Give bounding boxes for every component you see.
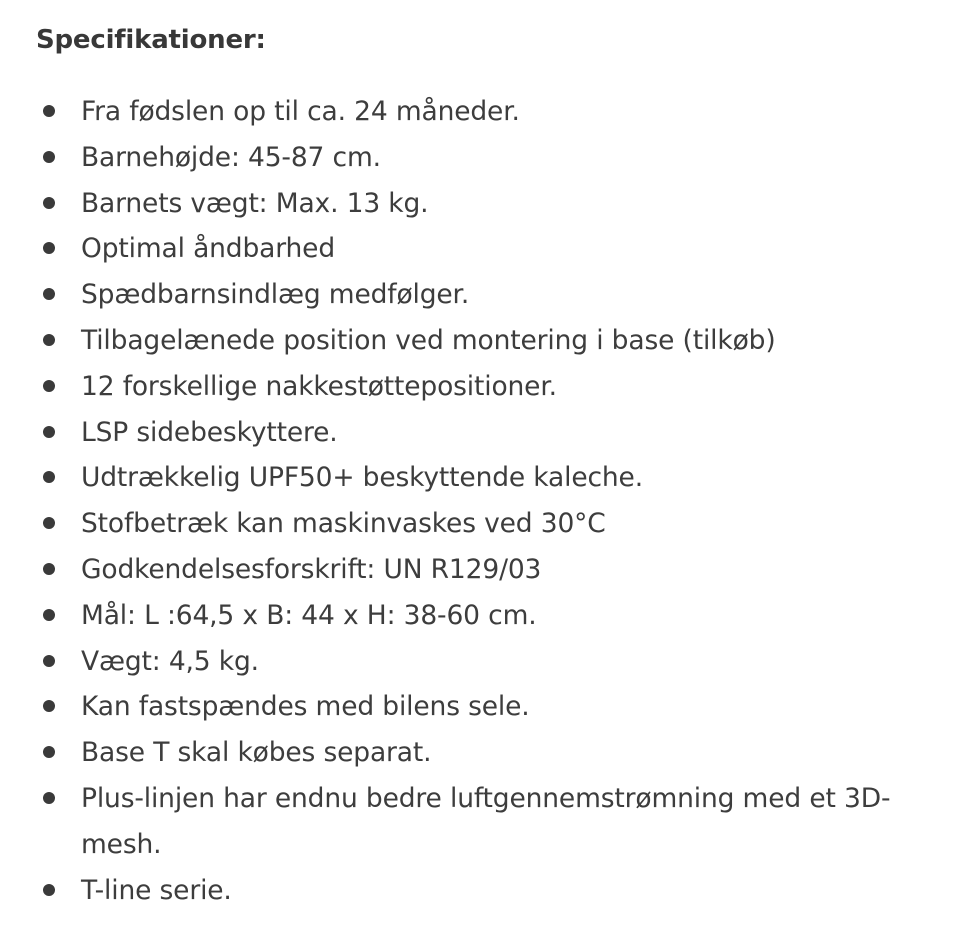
spec-item (0, 226, 960, 272)
spec-item (0, 272, 960, 318)
spec-item (0, 501, 960, 547)
spec-item (0, 547, 960, 593)
bullet-dot-icon (43, 380, 55, 392)
spec-item-text: Base T skal købes separat. (81, 737, 432, 769)
bullet-dot-icon (43, 334, 55, 346)
spec-item (0, 593, 960, 639)
bullet-dot-icon (43, 517, 55, 529)
spec-item-text: Vægt: 4,5 kg. (81, 645, 259, 677)
spec-item-text: Godkendelsesforskrift: UN R129/03 (81, 553, 542, 585)
spec-list (0, 89, 960, 913)
bullet-dot-icon (43, 105, 55, 117)
spec-item (0, 684, 960, 730)
spec-item-text: Udtrækkelig UPF50+ beskyttende kaleche. (81, 462, 643, 494)
bullet-dot-icon (43, 884, 55, 896)
spec-item-text: Barnehøjde: 45-87 cm. (81, 141, 381, 173)
spec-item (0, 364, 960, 410)
bullet-dot-icon (43, 609, 55, 621)
spec-item (0, 89, 960, 135)
spec-item-text: Tilbagelænede position ved montering i base (tilkøb) (81, 324, 776, 356)
spec-item (0, 639, 960, 685)
spec-item (0, 410, 960, 456)
spec-item-text: 12 forskellige nakkestøttepositioner. (81, 370, 557, 402)
spec-item-text: Plus-linjen har endnu bedre luftgennemstrømning med et 3D-mesh. (81, 782, 891, 860)
bullet-dot-icon (43, 242, 55, 254)
bullet-dot-icon (43, 288, 55, 300)
bullet-dot-icon (43, 746, 55, 758)
spec-item-text: Mål: L :64,5 x B: 44 x H: 38-60 cm. (81, 599, 537, 631)
bullet-dot-icon (43, 655, 55, 667)
bullet-dot-icon (43, 700, 55, 712)
spec-item-text: T-line serie. (81, 874, 232, 906)
spec-item (0, 868, 960, 914)
spec-item (0, 455, 960, 501)
spec-item-text: Optimal åndbarhed (81, 233, 335, 265)
spec-item-text: Spædbarnsindlæg medfølger. (81, 279, 470, 311)
spec-item (0, 318, 960, 364)
spec-heading: Specifikationer: (36, 25, 266, 55)
spec-item-text: LSP sidebeskyttere. (81, 416, 338, 448)
spec-item-text: Stofbetræk kan maskinvaskes ved 30°C (81, 508, 606, 540)
spec-item (0, 730, 960, 776)
bullet-dot-icon (43, 426, 55, 438)
spec-item-text: Fra fødslen op til ca. 24 måneder. (81, 96, 520, 127)
spec-item (0, 181, 960, 227)
bullet-dot-icon (43, 792, 55, 804)
spec-item (0, 776, 960, 868)
spec-item (0, 135, 960, 181)
bullet-dot-icon (43, 197, 55, 209)
bullet-dot-icon (43, 471, 55, 483)
bullet-dot-icon (43, 563, 55, 575)
spec-item-text: Kan fastspændes med bilens sele. (81, 691, 530, 723)
spec-item-text: Barnets vægt: Max. 13 kg. (81, 187, 429, 219)
bullet-dot-icon (43, 151, 55, 163)
